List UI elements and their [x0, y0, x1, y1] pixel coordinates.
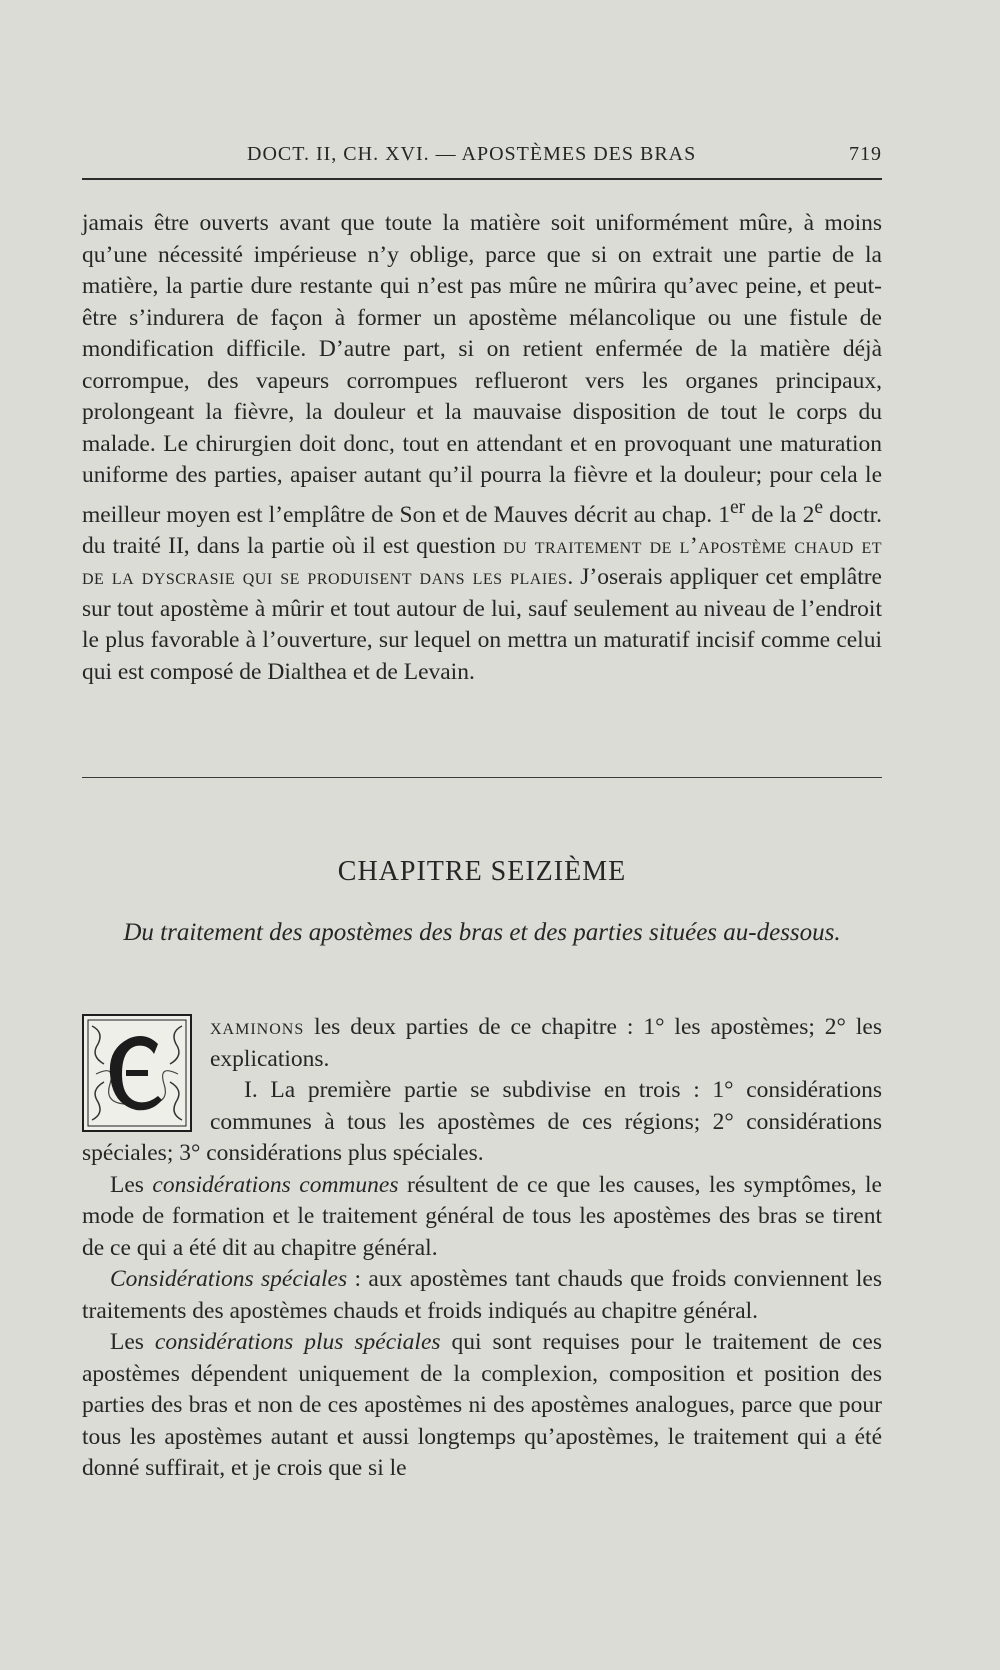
italic-term: Considérations spéciales [110, 1266, 348, 1292]
smallcaps-reference: du traitement de l’apostème chaud et de la dyscrasie qui se produisent dans les plaies [82, 532, 882, 591]
chapter-subtitle: Du traitement des apostèmes des bras et des parties situées au-dessous. [123, 919, 841, 946]
text-run: qui sont requises pour le traitement de ces apostèmes dépendent uniquement de la complexion, composition et position des parties des bras et non de ces apostèmes ni des apostèmes analogues, parce que pour tous les apostèmes autant et aussi longtemps qu’apostèmes, le traitement qui a été donné suffirait, et je crois que si le [82, 1329, 882, 1481]
text-run: Les [110, 1329, 155, 1355]
italic-term: considérations communes [152, 1171, 399, 1198]
header-rule [82, 178, 882, 180]
lead-word: xaminons [210, 1014, 305, 1040]
chapter-title: CHAPITRE SEIZIÈME [337, 856, 627, 887]
running-head [82, 143, 882, 171]
drop-cap-ornament-icon [82, 1014, 192, 1132]
running-title: DOCT. II, CH. XVI. — APOSTÈMES DES BRAS [247, 143, 697, 165]
special-considerations-paragraph [82, 1264, 882, 1327]
text-run: : aux apostèmes tant chauds que froids conviennent les traitements des apostèmes chauds et froids indiqués au chapitre général. [82, 1266, 882, 1324]
text-run: doctr. du traité II, dans la partie où il est question [82, 501, 882, 559]
section-i-paragraph: I. La première partie se subdivise en trois : 1° considérations communes à tous les apostèmes de ces régions; 2° considérations spéciales; 3° considérations plus spéciales. [82, 1077, 882, 1166]
chapter-opening-paragraph [82, 1012, 882, 1075]
superscript: er [729, 496, 746, 518]
section-rule [82, 777, 882, 778]
text-run: les deux parties de ce chapitre : 1° les apostèmes; 2° les explications. [210, 1014, 882, 1072]
page-number: 719 [849, 143, 882, 165]
text-run: Les [110, 1171, 153, 1198]
italic-term: considérations plus spéciales [154, 1329, 441, 1355]
common-considerations-paragraph [82, 1170, 882, 1265]
text-run: jamais être ouverts avant que toute la matière soit uniformément mûre, à moins qu’une nécessité impérieuse n’y oblige, parce que si on extrait une partie de la matière, la partie dure restante qui n’est pas mûre ne mûrira qu’avec peine, et peut-être s’indurera de façon à former un apostème mélancolique ou une fistule de mondification difficile. D’autre part, si on retient enfermée de la matière déjà corrompue, des vapeurs corrompues reflueront vers les organes principaux, prolongeant la fièvre, la douleur et la mauvaise disposition de tout le corps du malade. Le chirurgien doit donc, tout en attendant et en provoquant une maturation uniforme des parties, apaiser autant qu’il pourra la fièvre et la douleur; pour cela le meilleur moyen est l’emplâtre de Son et de Mauves décrit au chap. 1 [82, 210, 882, 528]
continuation-text [82, 208, 882, 688]
superscript: e [814, 496, 824, 518]
chapter-body [82, 1012, 882, 1485]
more-special-considerations-paragraph [82, 1327, 882, 1485]
text-run: résultent de ce que les causes, les symptômes, le mode de formation et le traitement général de tous les apostèmes des bras se tirent de ce qui a été dit au chapitre général. [82, 1171, 882, 1261]
text-run: de la 2 [745, 501, 815, 528]
continuation-paragraph [82, 208, 882, 688]
text-run: . J’oserais appliquer cet emplâtre sur tout apostème à mûrir et tout autour de lui, sauf seulement au niveau de l’endroit le plus favorable à l’ouverture, sur lequel on mettra un maturatif incisif comme celui qui est composé de Dialthea et de Levain. [82, 564, 882, 685]
